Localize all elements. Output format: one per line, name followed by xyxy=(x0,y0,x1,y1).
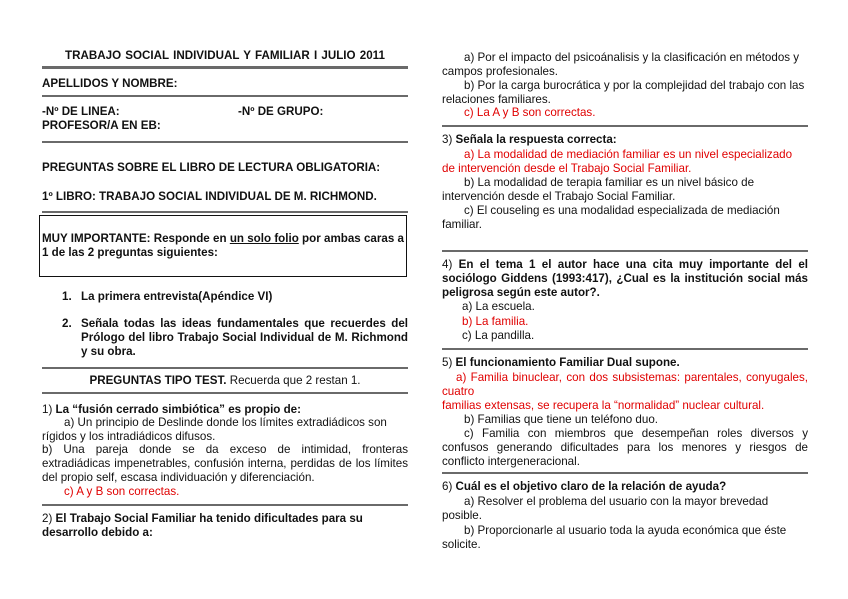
divider xyxy=(42,504,408,506)
q5-option-b: b) Familias que tiene un teléfono duo. xyxy=(464,413,658,426)
q2-option-a: a) Por el impacto del psicoánalisis y la clasificación en métodos y campos profesionales. xyxy=(442,51,800,78)
q4-option-c: c) La pandilla. xyxy=(462,329,535,342)
q4-title: 4) En el tema 1 el autor hace una cita muy importante del el sociólogo Giddens (1993:417), ¿Cual es la institución social más peligrosa según este autor?. xyxy=(442,258,808,299)
q6-option-b: b) Proporcionarle al usuario toda la ayuda económica que éste solicite. xyxy=(442,524,787,551)
divider xyxy=(42,392,408,394)
q6-title: 6) Cuál es el objetivo claro de la relación de ayuda? xyxy=(442,480,727,493)
q2-option-c: c) La A y B son correctas. xyxy=(464,106,596,119)
exam-title: TRABAJO SOCIAL INDIVIDUAL Y FAMILIAR I JULIO 2011 xyxy=(65,49,385,62)
libro-title: 1º LIBRO: TRABAJO SOCIAL INDIVIDUAL DE M. RICHMOND. xyxy=(42,190,377,203)
divider xyxy=(442,472,808,474)
test-heading: PREGUNTAS TIPO TEST. Recuerda que 2 restan 1. xyxy=(89,374,361,387)
important-note: MUY IMPORTANTE: Responde en un solo folio por ambas caras a 1 de las 2 preguntas siguientes: xyxy=(42,232,404,259)
divider xyxy=(442,125,808,127)
q5-option-a-cont: familias extensas, se recupera la “normalidad” nuclear cultural. xyxy=(442,399,765,412)
divider xyxy=(442,250,808,252)
q1-title: 1) La “fusión cerrado simbiótica” es propio de: xyxy=(42,403,301,416)
linea-label: -Nº DE LINEA: xyxy=(42,105,120,118)
underlined-text: un solo folio xyxy=(229,232,299,245)
q2-title: 2) El Trabajo Social Familiar ha tenido dificultades para su desarrollo debido a: xyxy=(42,512,363,539)
divider xyxy=(442,348,808,350)
q4-option-a: a) La escuela. xyxy=(462,300,535,313)
q5-title: 5) El funcionamiento Familiar Dual supone. xyxy=(442,356,680,369)
open-question-number: 1. xyxy=(62,290,72,303)
q1-option-b: b) Una pareja donde se da exceso de intimidad, fronteras extradiádicas impenetrables, confusión interna, perdidas de los límites del propio self, escasa individuación y diferenciación. xyxy=(42,443,408,484)
divider xyxy=(42,95,408,97)
divider xyxy=(42,367,408,369)
q2-option-b: b) Por la carga burocrática y por la complejidad del trabajo con las relaciones familiares. xyxy=(442,79,805,106)
open-question-text: La primera entrevista(Apéndice VI) xyxy=(81,290,273,303)
q5-option-c: c) Familia con miembros que desempeñan roles diversos y confusos generando dificultades para los menores y riesgos de conflicto intergeneracional. xyxy=(442,427,808,468)
q3-title: 3) Señala la respuesta correcta: xyxy=(442,133,617,146)
q4-option-b: b) La familia. xyxy=(462,315,529,328)
divider xyxy=(42,66,408,69)
open-question-number: 2. xyxy=(62,317,72,330)
open-question-text: Señala todas las ideas fundamentales que recuerdes del Prólogo del libro Trabajo Social Individual de M. Richmond y su obra. xyxy=(81,317,408,358)
q3-option-b: b) La modalidad de terapia familiar es un nivel básico de intervención desde el Trabajo Social Familiar. xyxy=(442,176,755,203)
q3-option-a: a) La modalidad de mediación familiar es un nivel especializado de intervención desde el Trabajo Social Familiar. xyxy=(442,148,793,175)
grupo-label: -Nº DE GRUPO: xyxy=(238,105,324,118)
lectura-heading: PREGUNTAS SOBRE EL LIBRO DE LECTURA OBLIGATORIA: xyxy=(42,161,381,174)
divider xyxy=(42,211,408,213)
q1-option-c: c) A y B son correctas. xyxy=(64,485,180,498)
q6-option-a: a) Resolver el problema del usuario con la mayor brevedad posible. xyxy=(442,495,769,522)
q3-option-c: c) El couseling es una modalidad especializada de mediación familiar. xyxy=(442,204,780,231)
divider xyxy=(42,141,408,143)
q5-option-a: a) Familia binuclear, con dos subsistemas: parentales, conyugales, cuatro xyxy=(442,371,808,398)
profesor-label: PROFESOR/A EN EB: xyxy=(42,119,161,132)
apellidos-label: APELLIDOS Y NOMBRE: xyxy=(42,77,178,90)
q1-option-a: a) Un principio de Deslinde donde los límites extradiádicos son rígidos y los intradiádicos difusos. xyxy=(42,416,387,443)
